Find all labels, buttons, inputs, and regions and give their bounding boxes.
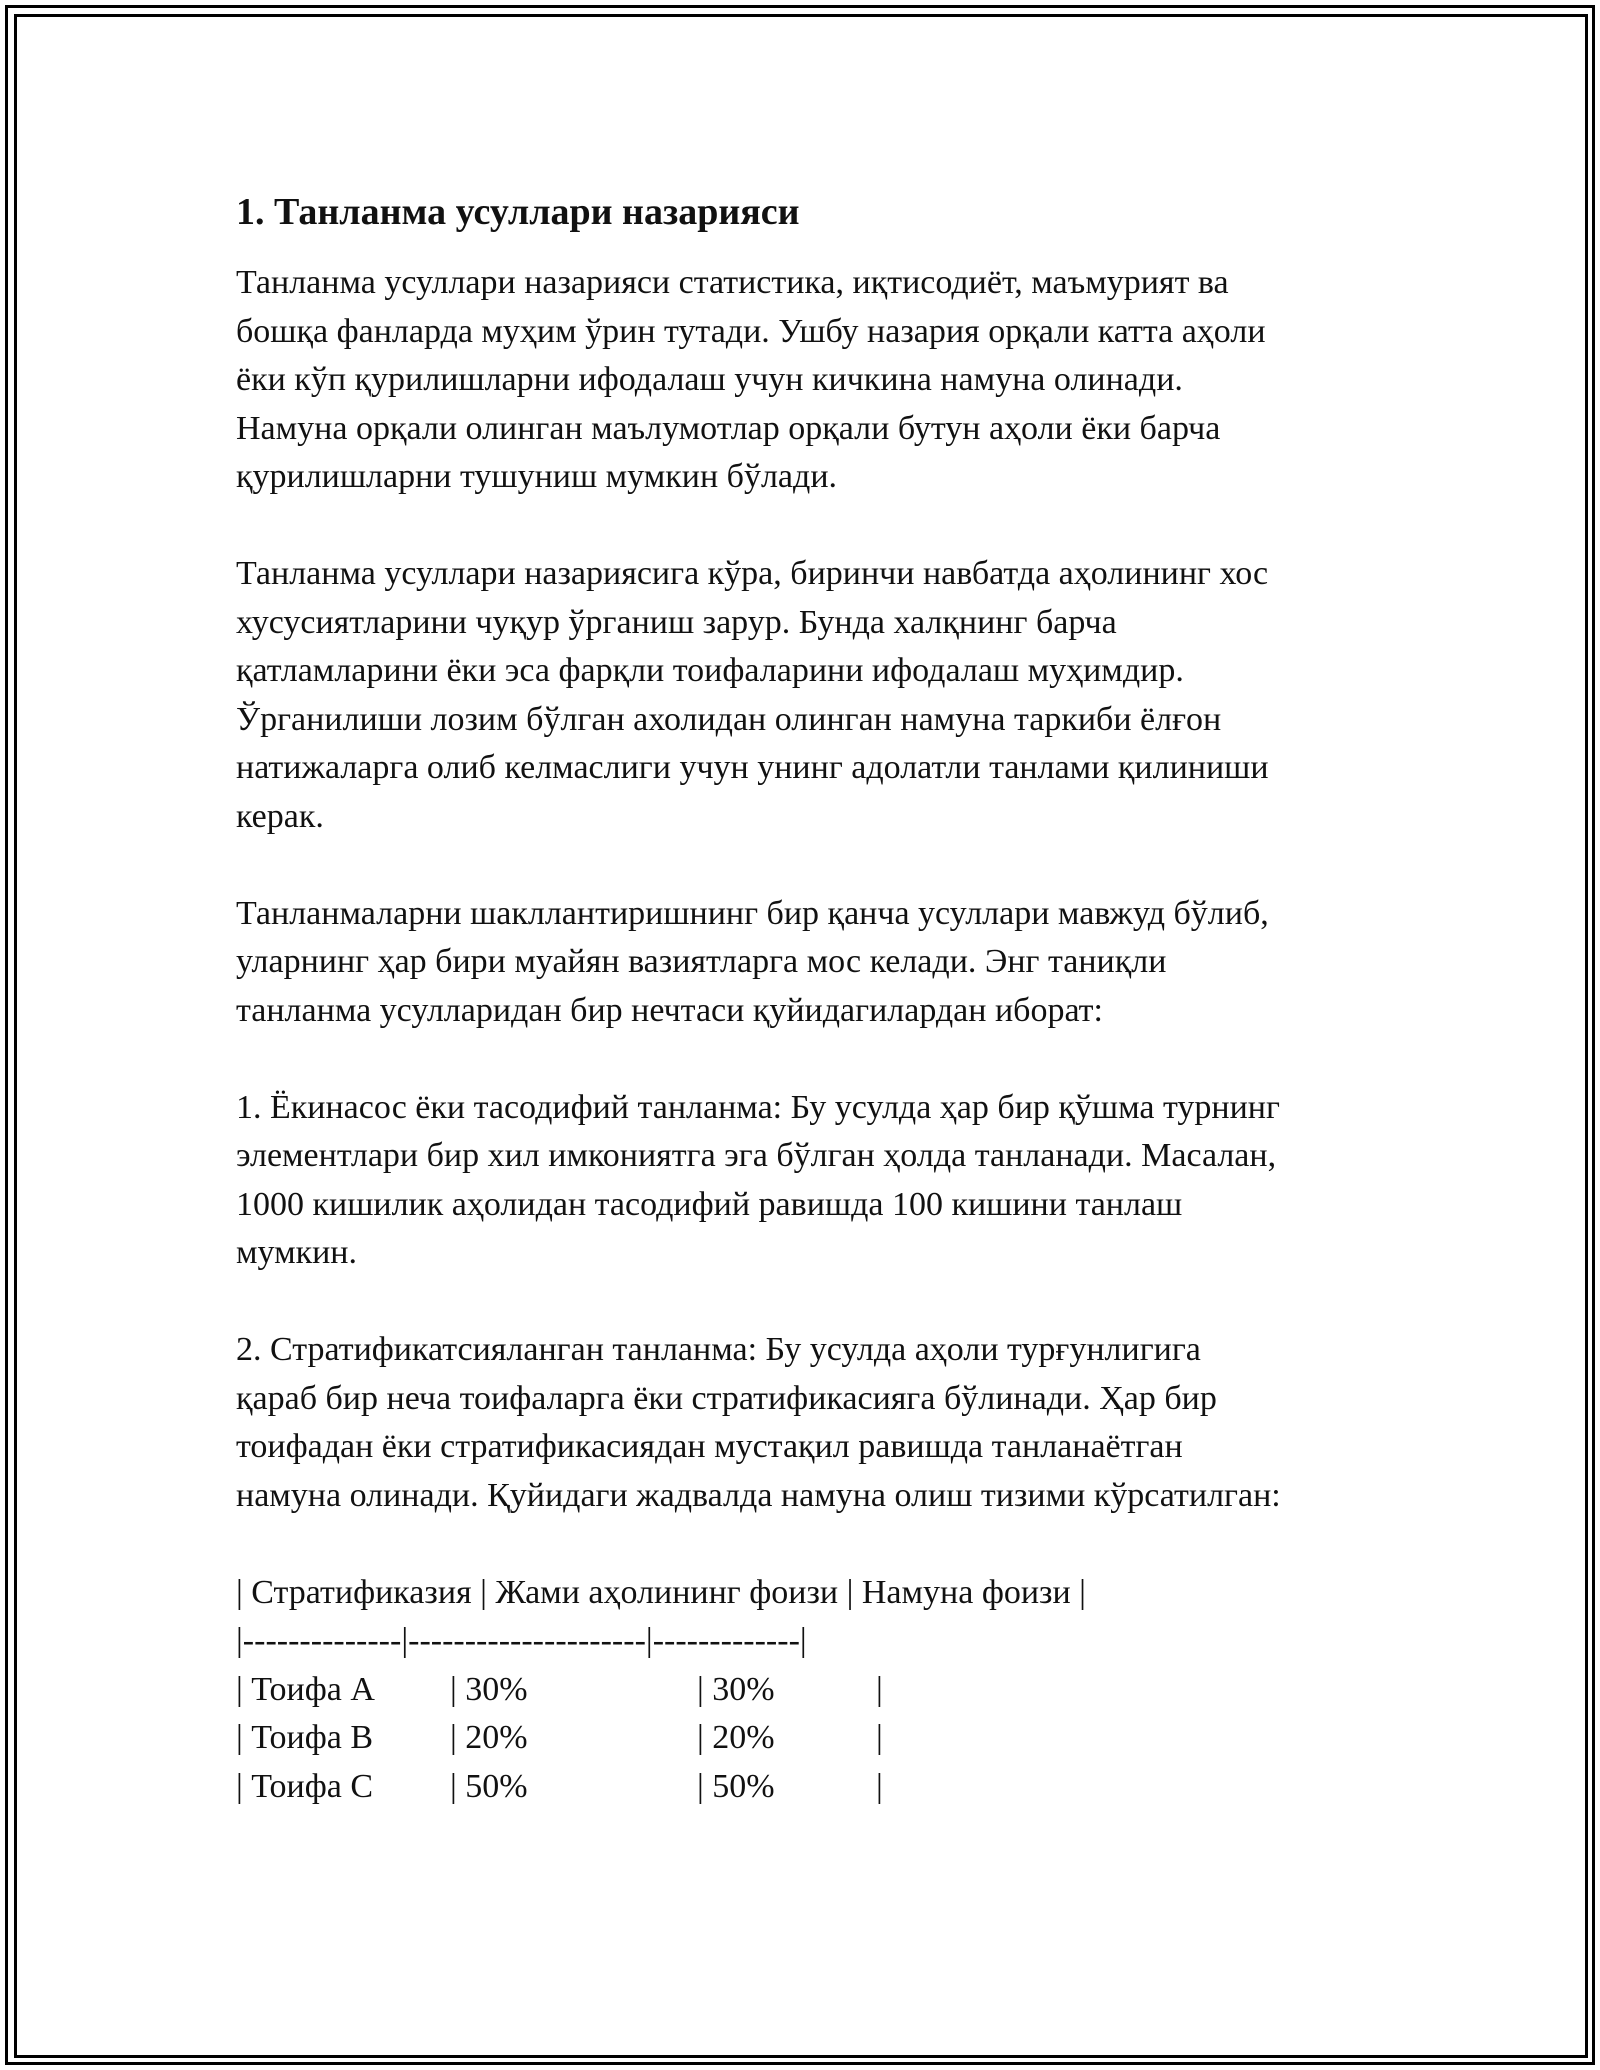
- table-cell-category: | Тоифа A: [236, 1670, 375, 1708]
- paragraph-line: Танланма усуллари назарияси статистика, иқтисодиёт, маъмурият ва: [236, 264, 1229, 301]
- paragraph-line: Танланмаларни шакллантиришнинг бир қанча усуллари мавжуд бўлиб,: [236, 894, 1269, 932]
- table-cell-population-share: | 50%: [450, 1767, 528, 1805]
- table-cell-sample-share: | 50%: [697, 1767, 775, 1805]
- paragraph-line: керак.: [236, 797, 324, 835]
- paragraph-line: элементлари бир хил имкониятга эга бўлган ҳолда танланади. Масалан,: [236, 1137, 1277, 1174]
- document-title: 1. Танланма усуллари назарияси: [236, 191, 800, 233]
- table-cell-category: | Тоифа B: [236, 1719, 374, 1756]
- paragraph-2: [236, 550, 1416, 841]
- paragraph-line: Ўрганилиши лозим бўлган ахолидан олинган намуна таркиби ёлғон: [236, 700, 1222, 738]
- paragraph-4: [236, 1084, 1416, 1278]
- paragraph-3: [236, 890, 1416, 1036]
- document-body: [236, 183, 1416, 1811]
- paragraph-line: бошқа фанларда муҳим ўрин тутади. Ушбу назария орқали катта аҳоли: [236, 312, 1266, 350]
- paragraph-line: ёки кўп қурилишларни ифодалаш учун кичкина намуна олинади.: [236, 361, 1183, 398]
- table-cell-sample-share: | 20%: [697, 1719, 775, 1756]
- paragraph-line: танланма усулларидан бир нечтаси қуйидагилардан иборат:: [236, 991, 1103, 1029]
- table-cell-population-share: | 20%: [450, 1719, 528, 1756]
- paragraph-line: тоифадан ёки стратификасиядан мустақил равишда танланаётган: [236, 1428, 1183, 1465]
- markdown-table: [236, 1569, 1416, 1812]
- paragraph-line: Танланма усуллари назариясига кўра, биринчи навбатда аҳолининг хос: [236, 555, 1269, 592]
- paragraph-line: 1. Ёкинасос ёки тасодифий танланма: Бу усулда ҳар бир қўшма турнинг: [236, 1088, 1280, 1126]
- table-cell-end: |: [876, 1767, 883, 1805]
- paragraph-line: уларнинг ҳар бири муайян вазиятларга мос келади. Энг таниқли: [236, 943, 1167, 980]
- paragraph-line: 1000 кишилик аҳолидан тасодифий равишда 100 кишини танлаш: [236, 1185, 1183, 1223]
- paragraph-line: намуна олинади. Қуйидаги жадвалда намуна олиш тизими кўрсатилган:: [236, 1476, 1281, 1514]
- table-cell-category: | Тоифа C: [236, 1767, 374, 1805]
- table-row: [236, 1714, 1416, 1763]
- table-cell-sample-share: | 30%: [697, 1670, 775, 1708]
- paragraph-line: мумкин.: [236, 1234, 357, 1271]
- paragraph-line: хусусиятларини чуқур ўрганиш зарур. Бунда халқнинг барча: [236, 603, 1117, 641]
- paragraph-line: қурилишларни тушуниш мумкин бўлади.: [236, 458, 838, 495]
- paragraph-5: [236, 1326, 1416, 1520]
- paragraph-line: натижаларга олиб келмаслиги учун унинг адолатли танлами қилиниши: [236, 749, 1269, 786]
- table-cell-population-share: | 30%: [450, 1670, 528, 1708]
- paragraph-line: Намуна орқали олинган маълумотлар орқали бутун аҳоли ёки барча: [236, 409, 1221, 447]
- table-header: | Стратификазия | Жами аҳолининг фоизи | Намуна фоизи |: [236, 1573, 1086, 1611]
- table-row: [236, 1763, 1416, 1812]
- paragraph-line: 2. Стратификатсияланган танланма: Бу усулда аҳоли турғунлигига: [236, 1331, 1201, 1368]
- paragraph-line: қатламларини ёки эса фарқли тоифаларини ифодалаш муҳимдир.: [236, 652, 1184, 689]
- table-separator: |--------------|---------------------|-------------|: [236, 1622, 807, 1659]
- table-cell-end: |: [876, 1670, 883, 1708]
- paragraph-1: [236, 259, 1416, 502]
- table-cell-end: |: [876, 1719, 883, 1756]
- table-row: [236, 1666, 1416, 1715]
- paragraph-line: қараб бир неча тоифаларга ёки стратификасияга бўлинади. Ҳар бир: [236, 1379, 1217, 1417]
